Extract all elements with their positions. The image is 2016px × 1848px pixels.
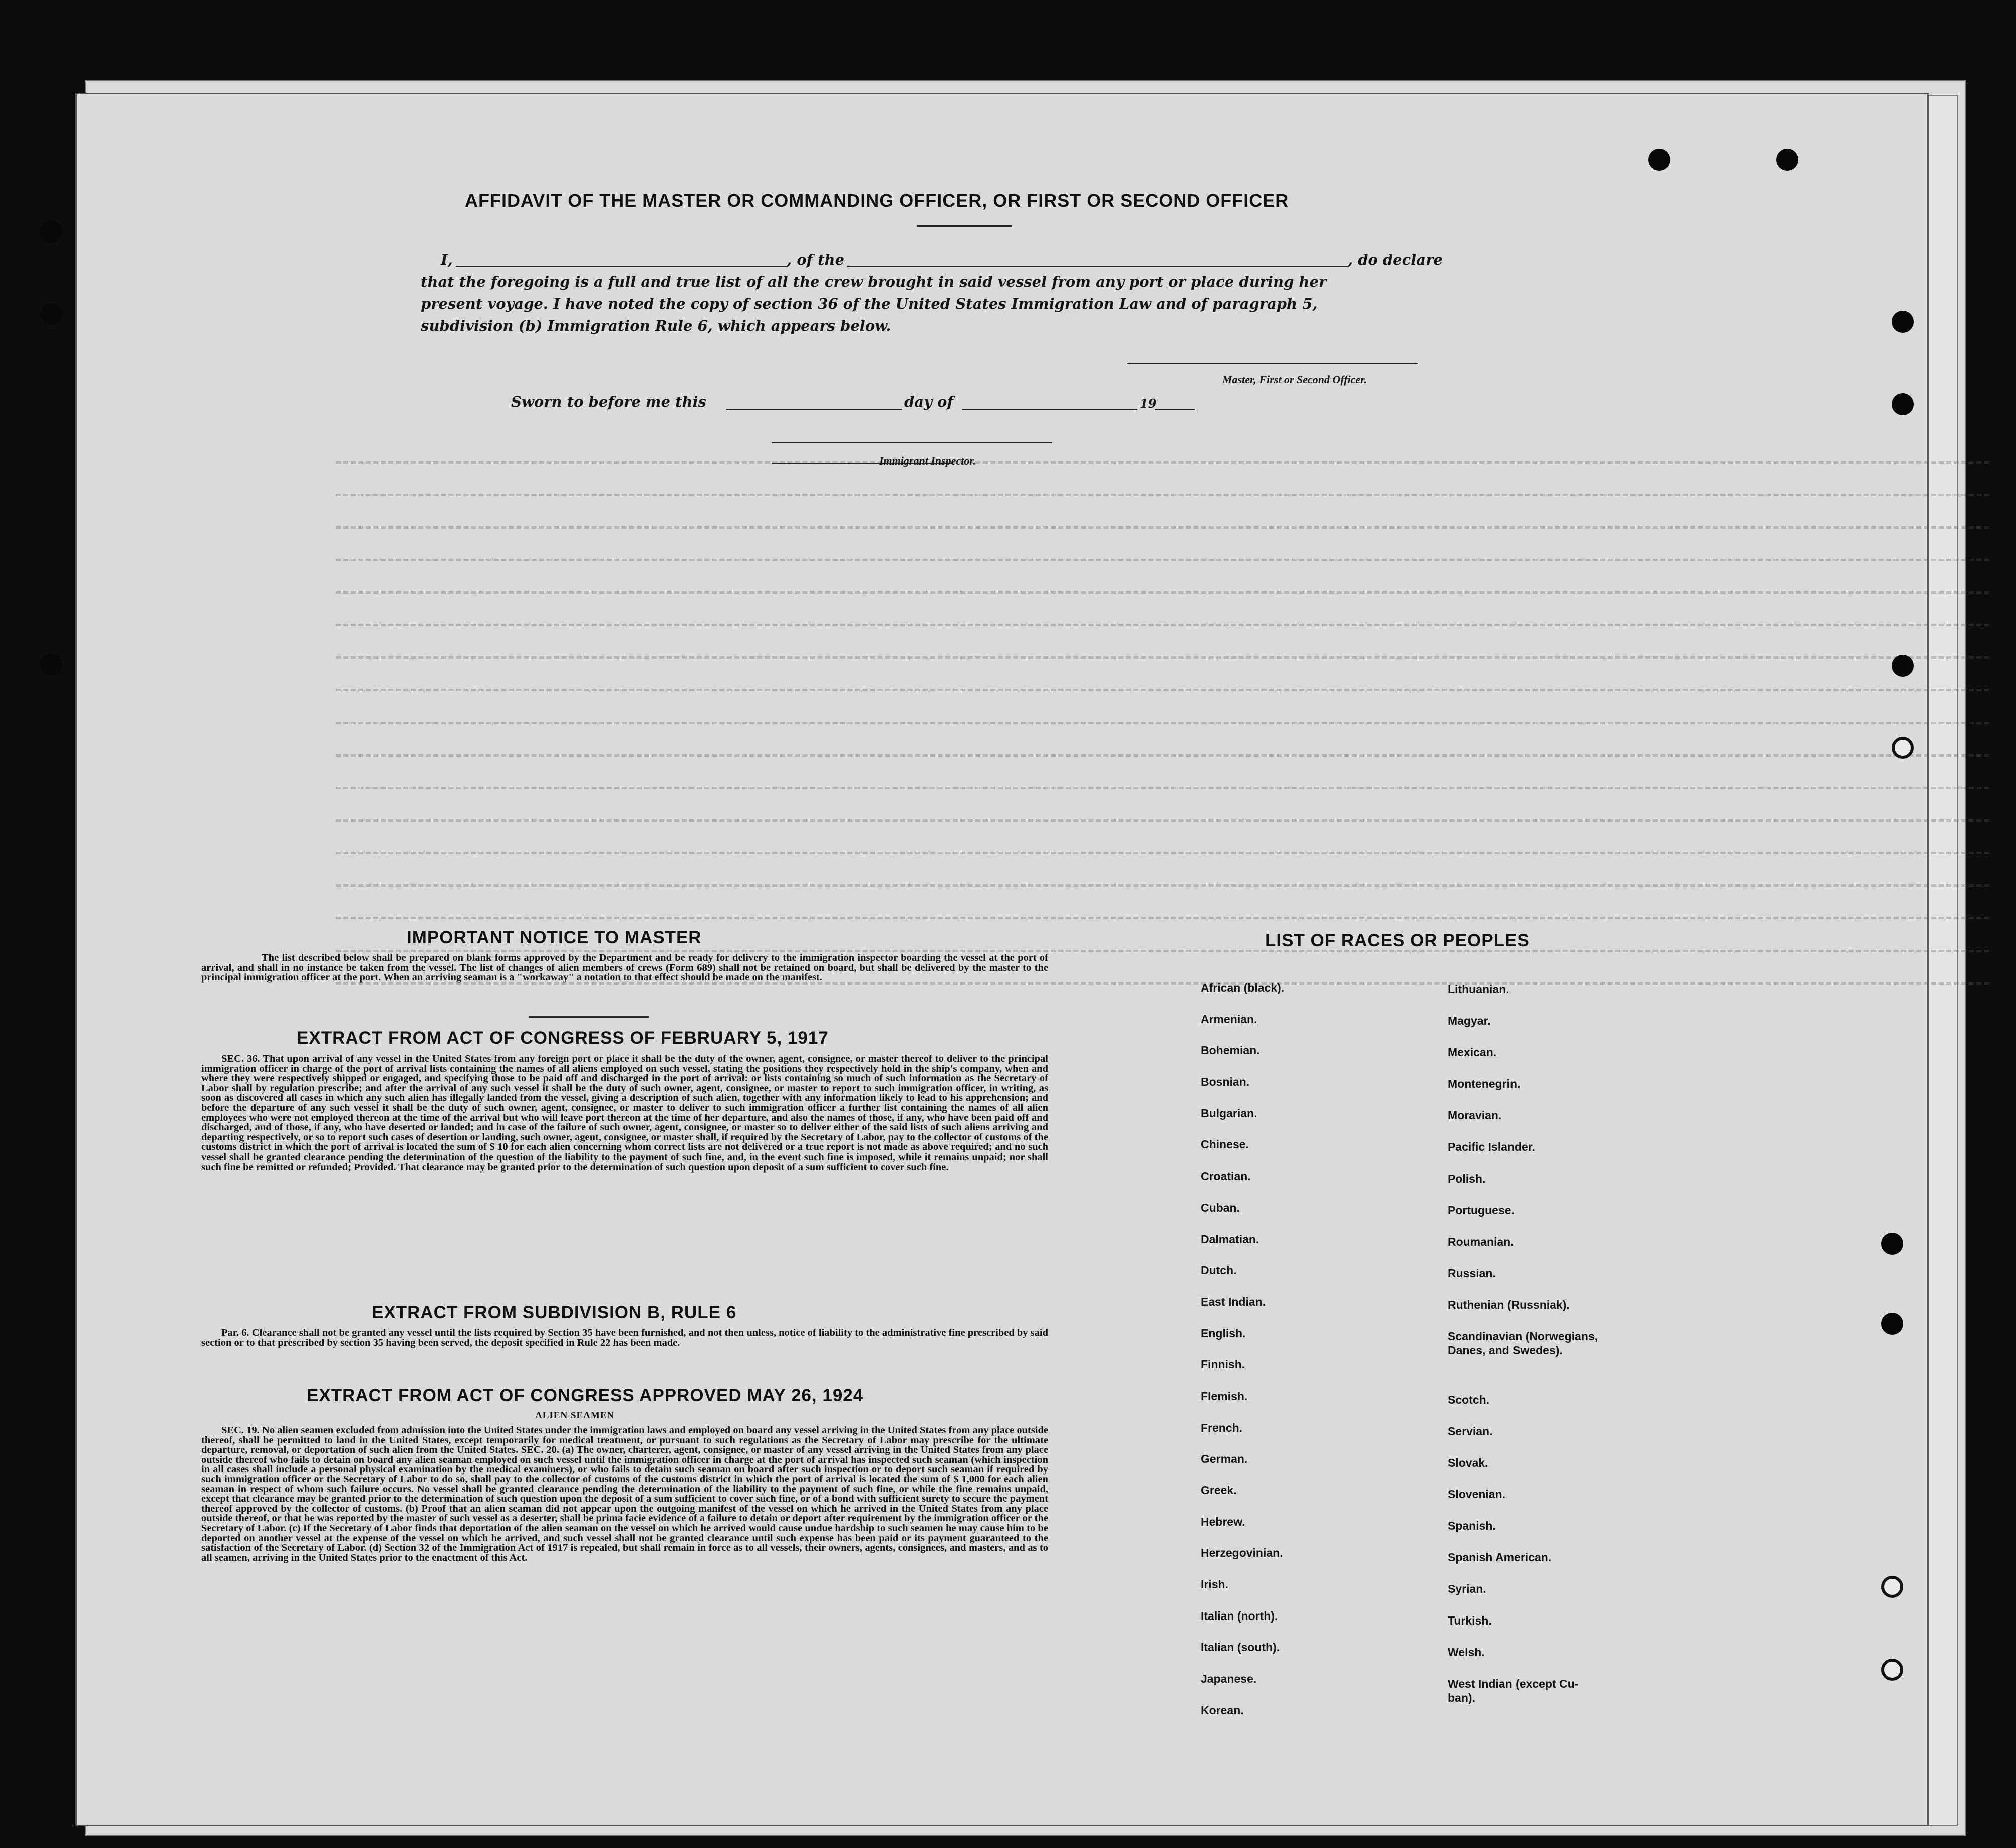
race-item: Herzegovinian.: [1201, 1546, 1283, 1560]
races-title: LIST OF RACES OR PEOPLES: [1265, 931, 1530, 950]
binder-hole: [1881, 1576, 1903, 1598]
title-underline: [917, 225, 1012, 227]
bleed-through-line: [336, 917, 1989, 919]
race-item: Hebrew.: [1201, 1515, 1245, 1528]
bleed-through-line: [336, 494, 1989, 496]
extract-rule6-body: Par. 6. Clearance shall not be granted any vessel until the lists required by Section 35 have been furnished, and not then unless, notice of liability to the administrative fine prescribed by said section or to that prescribed by section 35 having been served, the deposit specified in Rule 22 has been made.: [201, 1327, 1048, 1348]
race-item: Ruthenian (Russniak).: [1448, 1298, 1570, 1311]
race-item: Greek.: [1201, 1484, 1237, 1497]
races-column-1: [1201, 981, 1284, 1735]
race-item: Italian (north).: [1201, 1609, 1278, 1623]
binder-hole: [1892, 737, 1914, 759]
race-item: Polish.: [1448, 1172, 1486, 1185]
sworn-text-a: Sworn to before me this: [511, 393, 706, 410]
race-item: Armenian.: [1201, 1012, 1257, 1026]
race-item: Syrian.: [1448, 1582, 1486, 1595]
binder-hole: [40, 303, 62, 325]
extract-1924-subtitle: ALIEN SEAMEN: [535, 1410, 615, 1421]
vessel-blank: [847, 266, 1348, 267]
binder-hole: [1892, 655, 1914, 677]
binder-hole: [1776, 149, 1798, 171]
race-item: Bulgarian.: [1201, 1106, 1257, 1120]
binder-hole: [1881, 1313, 1903, 1335]
race-item: German.: [1201, 1452, 1248, 1466]
declaration-line-3: present voyage. I have noted the copy of section 36 of the United States Immigration Law and of paragraph 5,: [421, 295, 1318, 312]
race-item: Spanish American.: [1448, 1551, 1552, 1564]
race-item: Scandinavian (Norwegians, Danes, and Swedes).: [1448, 1330, 1598, 1357]
notice-divider: [529, 1016, 649, 1018]
race-item: Bosnian.: [1201, 1075, 1250, 1089]
declaration-line-1c: , do declare: [1348, 251, 1443, 268]
binder-hole: [1648, 149, 1670, 171]
race-item: Servian.: [1448, 1425, 1493, 1438]
notice-body: The list described below shall be prepared on blank forms approved by the Department and be ready for delivery to the immigration inspector boarding the vessel at the port of arrival, and shall in no instance be taken from the vessel. The list of changes of alien members of crews (Form 689) shall not be retained on board, but shall be delivered by the master to the principal immigration officer at the port. When an arriving seaman is a "workaway" a notation to that effect should be made on the manifest.: [201, 952, 1048, 983]
race-item: Irish.: [1201, 1578, 1228, 1591]
race-item: Scotch.: [1448, 1393, 1490, 1406]
race-item: Lithuanian.: [1448, 983, 1509, 996]
race-item: Russian.: [1448, 1267, 1496, 1280]
inspector-rule: [772, 442, 1052, 443]
race-item: Slovenian.: [1448, 1488, 1506, 1501]
declaration-line-1a: I,: [441, 251, 453, 268]
declaration-line-2: that the foregoing is a full and true list of all the crew brought in said vessel from any port or place during her: [421, 273, 1327, 290]
extract-1917-body: SEC. 36. That upon arrival of any vessel in the United States from any foreign port or place it shall be the duty of the owner, agent, consignee, or master thereof to deliver to the principal immigration officer in charge of the port of arrival lists containing the names of all aliens employed on such vessel, stating the positions they respectively hold in the ship's company, when and where they were respectively shipped or engaged, and specifying those to be paid off and discharged in the port of arrival: or lists containing so much of such information as the Secretary of Labor shall by regulation prescribe; and after the arrival of any such vessel it shall be the duty of such owner, agent, consignee, or master to report to such immigration officer, in writing, as soon as discovered all cases in which any such alien has illegally landed from the vessel, giving a description of such alien, together with any information likely to lead to his apprehension; and before the departure of any such vessel it shall be the duty of such owner, agent, consignee, or master to deliver to such immigration officer a further list containing the names of all alien employees who were not employed thereon at the time of the arrival but who will leave port thereon at the time of her departure, and also the names of those, if any, who have been paid off and discharged, and of those, if any, who have deserted or landed; and in case of the failure of such owner, agent, consignee, or master so to deliver either of the said lists of such aliens arriving and departing respectively, or so to report such cases of desertion or landing, such owner, agent, consignee, or master shall, if required by the Secretary of Labor, pay to the collector of customs of the customs district in which the port of arrival is located the sum of $ 10 for each alien concerning whom correct lists are not delivered or a true report is not made as above required; and no such vessel shall be granted clearance pending the determination of the question of the liability to the payment of such fine, and, in the event such fine is imposed, while it remains unpaid; nor shall such fine be remitted or refunded; Provided. That clearance may be granted prior to the determination of such question upon deposit of a sum sufficient to cover such fine.: [201, 1053, 1048, 1173]
race-item: Chinese.: [1201, 1138, 1249, 1151]
race-item: African (black).: [1201, 981, 1285, 994]
month-blank: [962, 409, 1137, 410]
race-item: Mexican.: [1448, 1046, 1497, 1059]
inspector-caption: Immigrant Inspector.: [879, 454, 976, 467]
bleed-through-line: [336, 787, 1989, 789]
bleed-through-line: [336, 754, 1989, 757]
master-caption: Master, First or Second Officer.: [1222, 373, 1367, 386]
race-item: Japanese.: [1201, 1672, 1257, 1686]
race-item: Montenegrin.: [1448, 1077, 1521, 1090]
race-item: Flemish.: [1201, 1389, 1248, 1403]
binder-hole: [40, 654, 62, 676]
binder-hole: [40, 220, 62, 243]
day-blank: [726, 409, 902, 410]
race-item: Turkish.: [1448, 1614, 1492, 1627]
binder-hole: [1892, 393, 1914, 415]
race-item: Slovak.: [1448, 1456, 1488, 1469]
binder-hole: [1881, 1659, 1903, 1681]
binder-hole: [1881, 1233, 1903, 1255]
race-item: West Indian (except Cu- ban).: [1448, 1677, 1579, 1704]
race-item: Korean.: [1201, 1703, 1244, 1717]
extract-1924-title: EXTRACT FROM ACT OF CONGRESS APPROVED MAY 26, 1924: [307, 1385, 864, 1405]
manifest-page: [75, 93, 1929, 1826]
race-item: Cuban.: [1201, 1201, 1240, 1214]
race-item: English.: [1201, 1326, 1246, 1340]
race-item: Spanish.: [1448, 1519, 1496, 1532]
bleed-through-line: [336, 526, 1989, 529]
year-blank: [1155, 409, 1195, 410]
race-item: Welsh.: [1448, 1646, 1485, 1659]
declaration-line-4: subdivision (b) Immigration Rule 6, which appears below.: [421, 317, 891, 334]
bleed-through-line: [336, 656, 1989, 659]
race-item: Portuguese.: [1448, 1204, 1515, 1217]
bleed-through-line: [336, 722, 1989, 724]
extract-1924-body: SEC. 19. No alien seamen excluded from admission into the United States under the immigration laws and employed on board any vessel arriving in the United States from any place outside thereof, shall be permitted to land in the United States, except temporarily for medical treatment, or pursuant to such regulations as the Secretary of Labor may prescribe for the ultimate departure, removal, or deportation of such alien from the United States. SEC. 20. (a) The owner, charterer, agent, consignee, or master of any vessel arriving in the United States from any place outside thereof who fails to detain on board any alien seaman employed on such vessel until the immigration officer in charge at the port of arrival has inspected such seaman (which inspection in all cases shall include a personal physical examination by the medical examiners), or who fails to detain such seaman on board after such inspection or to deport such seaman if required by such immigration officer or the Secretary of Labor to do so, shall pay to the collector of customs of the customs district in which the port of arrival is located the sum of $ 1,000 for each alien seaman in respect of whom such failure occurs. No vessel shall be granted clearance pending the determination of the liability to the payment of such fine, or while the fine remains unpaid, except that clearance may be granted prior to the determination of such question upon the deposit of a sum sufficient to cover such fine, or of a bond with sufficient surety to secure the payment thereof approved by the collector of customs. (b) Proof that an alien seaman did not appear upon the outgoing manifest of the vessel on which he arrived in the United States from any place outside thereof, or that he was reported by the master of such vessel as a deserter, shall be prima facie evidence of a failure to detain or deport after requirement by the immigration officer or the Secretary of Labor. (c) If the Secretary of Labor finds that deportation of the alien seaman on the vessel on which he arrived would cause undue hardship to such seamen he may cause him to be deported on another vessel at the expense of the vessel on which he arrived, and such vessel shall not be granted clearance until such expense has been paid or its payment guaranteed to the satisfaction of the Secretary of Labor. (d) Section 32 of the Immigration Act of 1917 is repealed, but shall remain in force as to all vessels, their owners, agents, consignees, and masters, and as to all seamen, arriving in the United States prior to the enactment of this Act.: [201, 1425, 1048, 1563]
sworn-text-b: day of: [904, 393, 953, 410]
race-item: East Indian.: [1201, 1295, 1266, 1308]
race-item: Croatian.: [1201, 1170, 1251, 1183]
bleed-through-line: [336, 591, 1989, 594]
bleed-through-line: [336, 819, 1989, 822]
bleed-through-line: [336, 559, 1989, 561]
race-item: Bohemian.: [1201, 1044, 1260, 1057]
bleed-through-line: [336, 461, 1989, 464]
sworn-year: 19: [1140, 396, 1157, 411]
race-item: Finnish.: [1201, 1358, 1245, 1371]
binder-hole: [1892, 311, 1914, 333]
name-blank: [456, 266, 787, 267]
extract-1917-title: EXTRACT FROM ACT OF CONGRESS OF FEBRUARY 5, 1917: [297, 1028, 829, 1048]
race-item: Roumanian.: [1448, 1235, 1514, 1248]
race-item: Magyar.: [1448, 1014, 1491, 1027]
bleed-through-line: [336, 884, 1989, 887]
races-column-2: [1448, 982, 1598, 1740]
affidavit-title: AFFIDAVIT OF THE MASTER OR COMMANDING OFFICER, OR FIRST OR SECOND OFFICER: [465, 190, 1289, 211]
declaration-line-1b: , of the: [787, 251, 845, 268]
extract-rule6-title: EXTRACT FROM SUBDIVISION B, RULE 6: [372, 1303, 737, 1322]
race-item: Moravian.: [1448, 1109, 1502, 1122]
race-item: Italian (south).: [1201, 1641, 1280, 1654]
bleed-through-line: [336, 624, 1989, 626]
race-item: French.: [1201, 1421, 1243, 1434]
race-item: Dutch.: [1201, 1264, 1237, 1277]
notice-title: IMPORTANT NOTICE TO MASTER: [407, 928, 702, 947]
bleed-through-line: [336, 852, 1989, 854]
race-item: Dalmatian.: [1201, 1232, 1259, 1246]
signature-line: [1127, 363, 1418, 364]
race-item: Pacific Islander.: [1448, 1140, 1535, 1153]
bleed-through-line: [336, 689, 1989, 691]
